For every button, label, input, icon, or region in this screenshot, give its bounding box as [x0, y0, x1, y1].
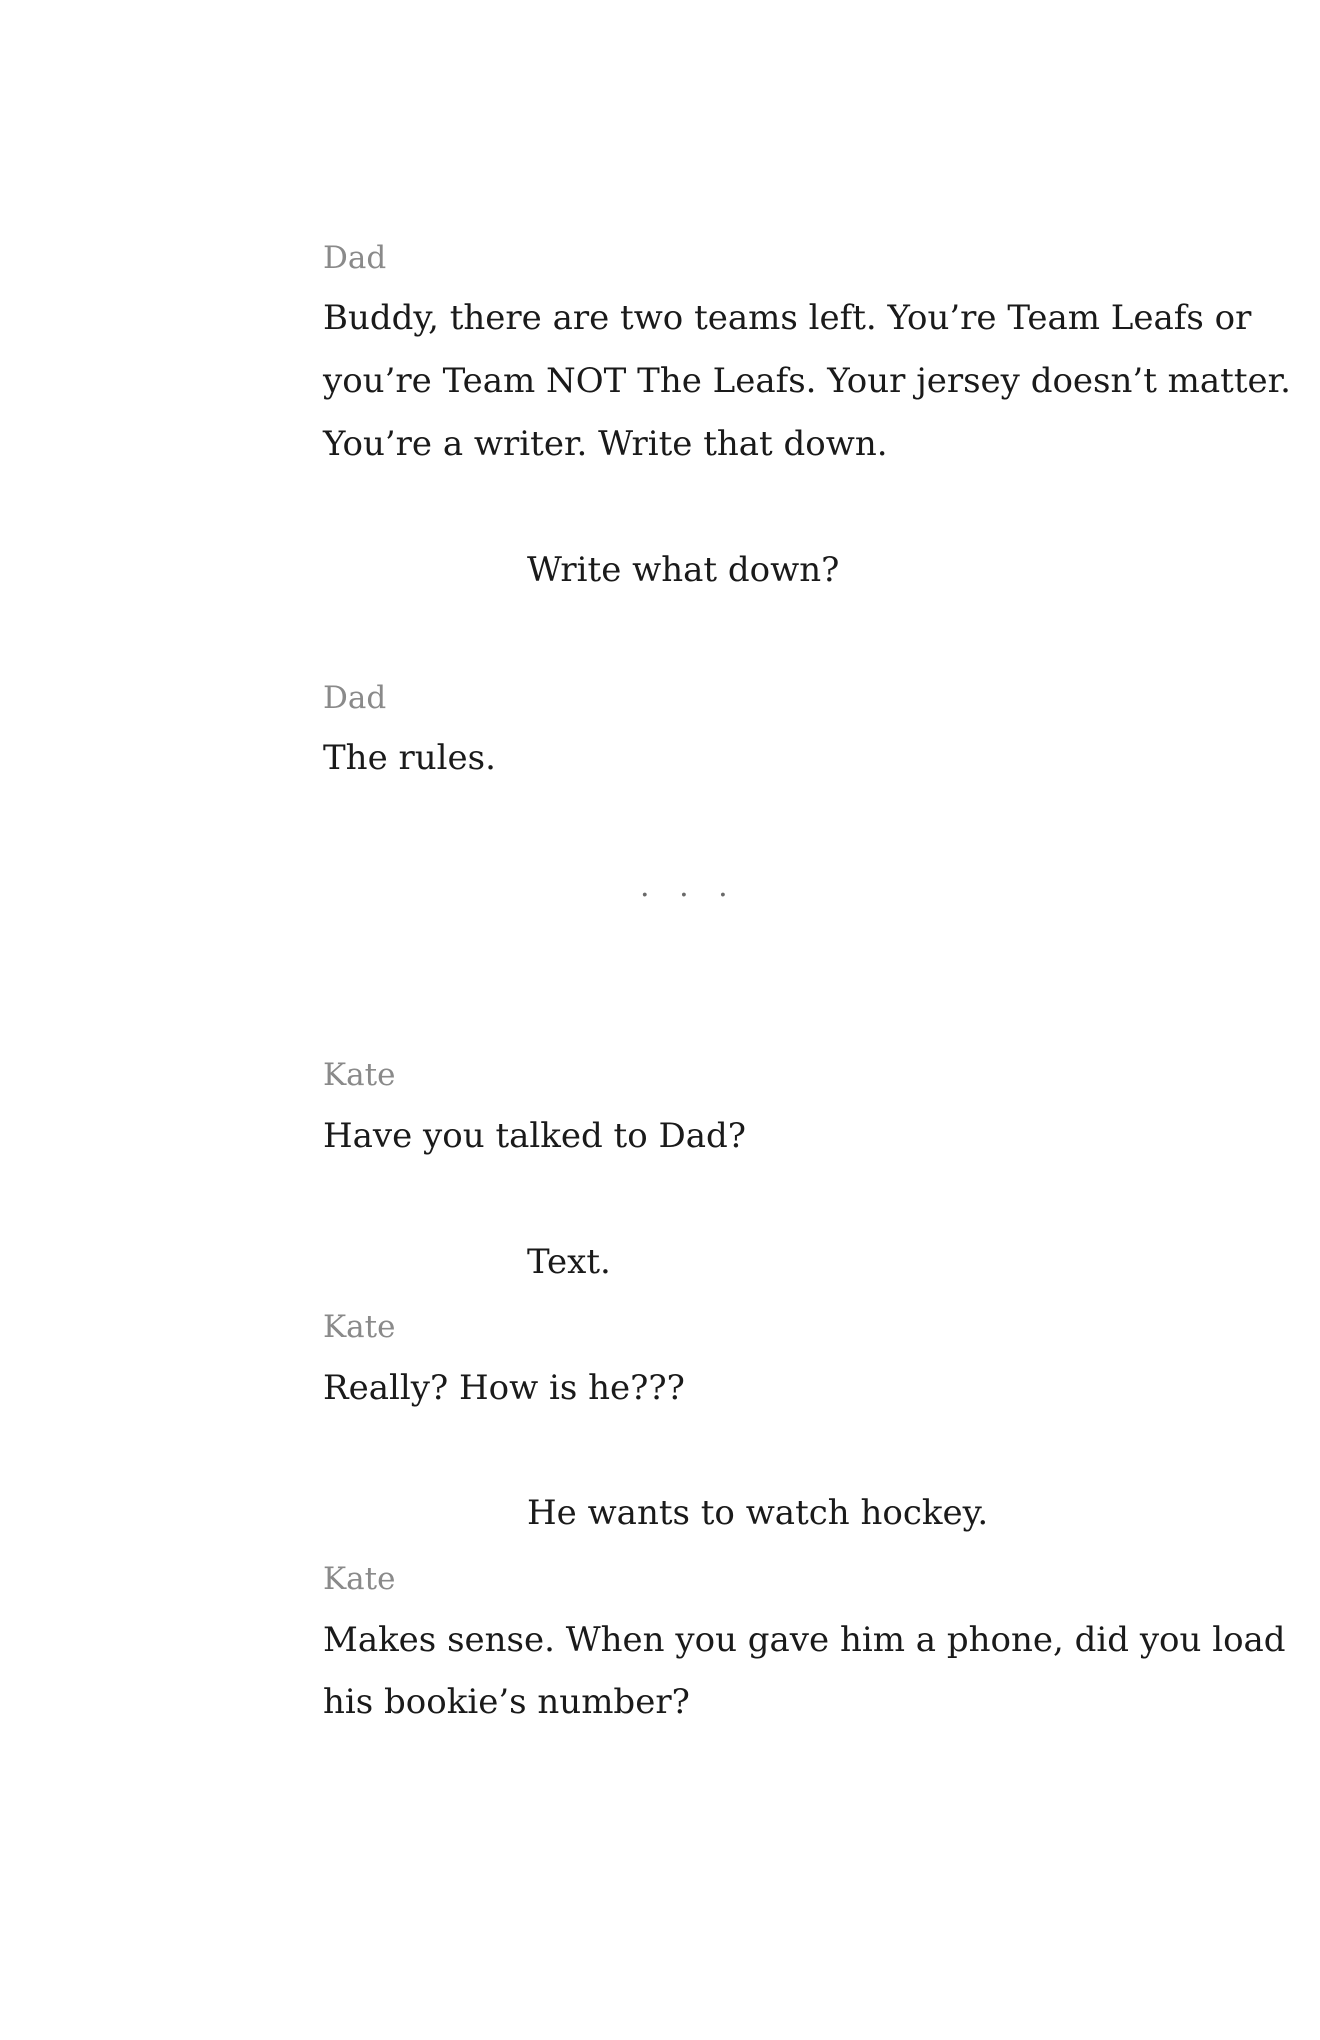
dialogue-line: you’re Team NOT The Leafs. Your jersey doesn’t matter. [323, 361, 1291, 401]
reply-line: He wants to watch hockey. [527, 1493, 989, 1533]
dialogue-line: Makes sense. When you gave him a phone, did you load [323, 1620, 1286, 1660]
speaker-name-kate: Kate [323, 1057, 396, 1093]
dialogue-line: The rules. [323, 738, 496, 778]
scene-break: . . . [640, 869, 738, 904]
reply-line: Write what down? [527, 550, 840, 590]
dialogue-line: Have you talked to Dad? [323, 1116, 747, 1156]
dialogue-line: his bookie’s number? [323, 1682, 690, 1722]
reply-line: Text. [527, 1242, 611, 1282]
dialogue-line: You’re a writer. Write that down. [323, 424, 888, 464]
speaker-name-kate: Kate [323, 1561, 396, 1597]
speaker-name-kate: Kate [323, 1309, 396, 1345]
dialogue-line: Buddy, there are two teams left. You’re Team Leafs or [323, 298, 1252, 338]
dialogue-line: Really? How is he??? [323, 1368, 685, 1408]
speaker-name-dad: Dad [323, 680, 387, 716]
speaker-name-dad: Dad [323, 240, 387, 276]
